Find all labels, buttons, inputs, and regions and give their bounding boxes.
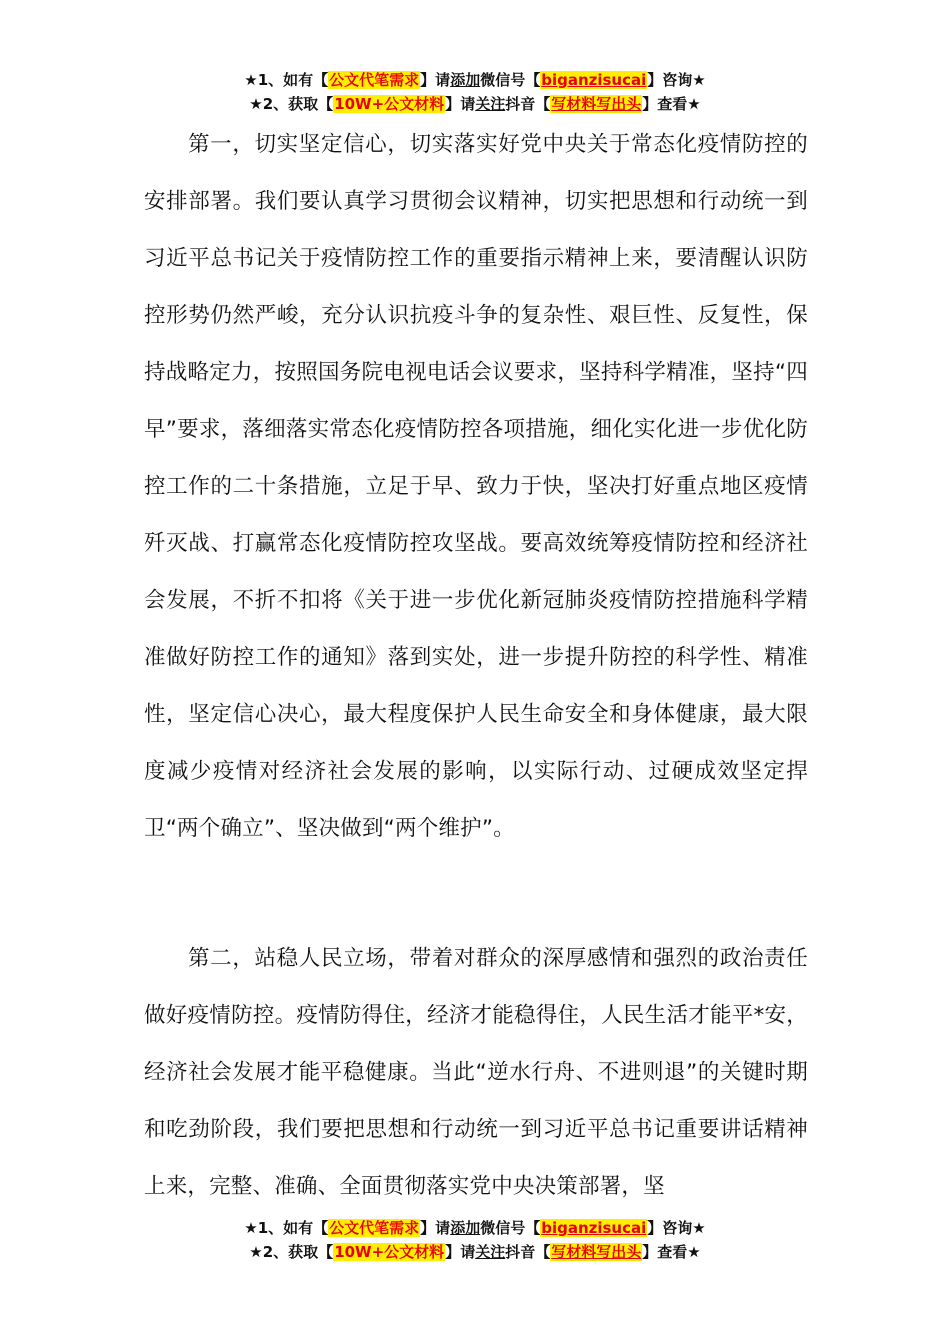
banner-text: 微信号【: [480, 1219, 541, 1237]
footer-banner-line-2: [0, 1240, 950, 1264]
banner-emphasis: 关注: [475, 95, 506, 113]
header-banner-line-2: [0, 92, 950, 116]
footer-banner: [0, 1216, 950, 1264]
banner-emphasis: 添加: [450, 1219, 481, 1237]
banner-prefix: ★2、获取【: [249, 1243, 334, 1261]
banner-text: 】请: [420, 71, 451, 89]
materials-highlight: 10W+公文材料: [334, 1243, 445, 1261]
ghostwriting-highlight: 公文代笔需求: [329, 1219, 420, 1237]
douyin-account-link[interactable]: 写材料写出头: [551, 95, 642, 113]
banner-text: 微信号【: [480, 71, 541, 89]
banner-emphasis: 关注: [475, 1243, 506, 1261]
paragraph-second: 第二，站稳人民立场，带着对群众的深厚感情和强烈的政治责任做好疫情防控。疫情防得住，经济才能稳得住，人民生活才能平*安，经济社会发展才能平稳健康。当此“逆水行舟、不进则退”的关键时期和吃劲阶段，我们要把思想和行动统一到习近平总书记重要讲话精神上来，完整、准确、全面贯彻落实党中央决策部署，坚: [144, 946, 808, 1199]
banner-text: 】请: [445, 95, 476, 113]
footer-banner-line-1: [0, 1216, 950, 1240]
banner-prefix: ★1、如有【: [244, 1219, 329, 1237]
header-banner-line-1: [0, 68, 950, 92]
banner-suffix: 】咨询★: [647, 1219, 706, 1237]
banner-text: 抖音【: [505, 95, 551, 113]
ghostwriting-highlight: 公文代笔需求: [329, 71, 420, 89]
wechat-id-link[interactable]: biganzisucai: [541, 71, 647, 89]
banner-text: 抖音【: [505, 1243, 551, 1261]
banner-suffix: 】查看★: [642, 1243, 701, 1261]
wechat-id-link[interactable]: biganzisucai: [541, 1219, 647, 1237]
banner-emphasis: 添加: [450, 71, 481, 89]
header-banner: [0, 68, 950, 116]
paragraph-first: 第一，切实坚定信心，切实落实好党中央关于常态化疫情防控的安排部署。我们要认真学习贯彻会议精神，切实把思想和行动统一到习近平总书记关于疫情防控工作的重要指示精神上来，要清醒认识防控形势仍然严峻，充分认识抗疫斗争的复杂性、艰巨性、反复性，保持战略定力，按照国务院电视电话会议要求，坚持科学精准，坚持“四早”要求，落细落实常态化疫情防控各项措施，细化实化进一步优化防控工作的二十条措施，立足于早、致力于快，坚决打好重点地区疫情歼灭战、打赢常态化疫情防控攻坚战。要高效统筹疫情防控和经济社会发展，不折不扣将《关于进一步优化新冠肺炎疫情防控措施科学精准做好防控工作的通知》落到实处，进一步提升防控的科学性、精准性，坚定信心决心，最大程度保护人民生命安全和身体健康，最大限度减少疫情对经济社会发展的影响，以实际行动、过硬成效坚定捍卫“两个确立”、坚决做到“两个维护”。: [144, 132, 808, 841]
douyin-account-link[interactable]: 写材料写出头: [551, 1243, 642, 1261]
materials-highlight: 10W+公文材料: [334, 95, 445, 113]
banner-text: 】请: [420, 1219, 451, 1237]
banner-suffix: 】咨询★: [647, 71, 706, 89]
banner-prefix: ★1、如有【: [244, 71, 329, 89]
banner-prefix: ★2、获取【: [249, 95, 334, 113]
banner-text: 】请: [445, 1243, 476, 1261]
banner-suffix: 】查看★: [642, 95, 701, 113]
